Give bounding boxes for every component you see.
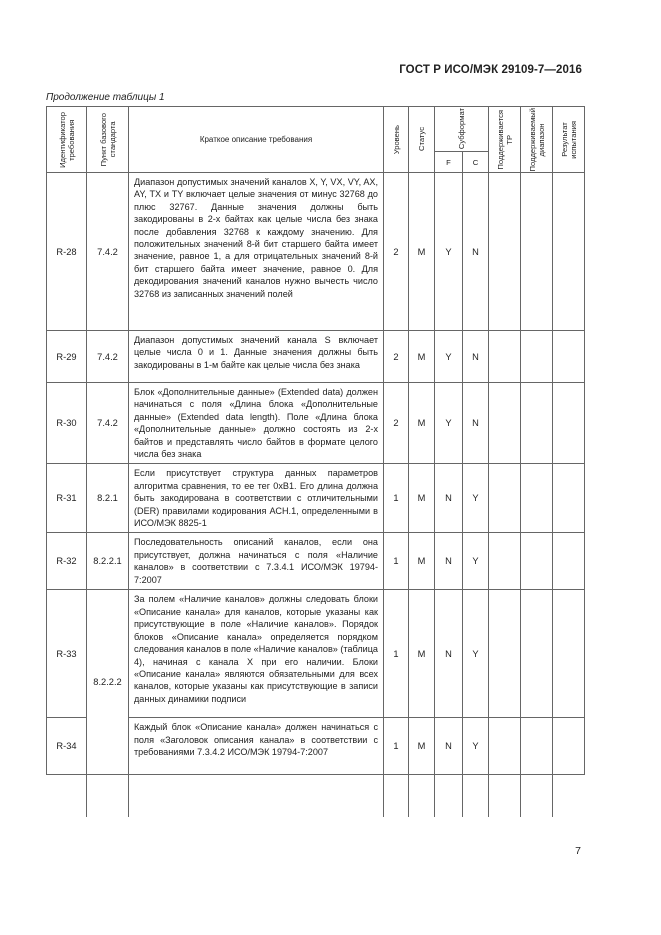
req-id: R-30 [47, 383, 87, 464]
table-row [47, 383, 585, 464]
req-c: N [463, 173, 489, 331]
table-row [47, 331, 585, 383]
page-number: 7 [575, 845, 581, 857]
req-description: За полем «Наличие каналов» должны следовать блоки «Описание канала» для каналов, которые указаны как присутствующие в поле «Наличие каналов». Порядок блоков «Описание канала» определяется порядком следования каналов в поле «Наличие каналов» (таблица 4), начиная с канала X при его наличии. Блоки «Описание канала» являются обязательными для всех каналов, которые указаны как присутствующие в записи данных динамики подписи [129, 590, 384, 718]
req-description: Последовательность описаний каналов, если она присутствует, должна начинаться с поля «Наличие каналов» в соответствии с 7.3.4.1 ИСО/МЭК 19794-7:2007 [129, 533, 384, 590]
req-level: 1 [384, 590, 409, 718]
req-clause: 7.4.2 [87, 331, 129, 383]
req-c: Y [463, 718, 489, 775]
req-id: R-34 [47, 718, 87, 775]
req-level: 2 [384, 173, 409, 331]
req-id: R-31 [47, 464, 87, 533]
table-caption: Продолжение таблицы 1 [46, 92, 165, 103]
req-id: R-33 [47, 590, 87, 718]
header-status: Статус [409, 107, 435, 173]
req-result [553, 590, 585, 718]
req-f: N [435, 718, 463, 775]
req-range [521, 590, 553, 718]
req-range [521, 718, 553, 775]
req-f: N [435, 590, 463, 718]
document-header: ГОСТ Р ИСО/МЭК 29109-7—2016 [399, 64, 582, 76]
req-clause: 8.2.2.2 [87, 590, 129, 775]
req-status: M [409, 590, 435, 718]
req-clause: 7.4.2 [87, 173, 129, 331]
header-f: F [435, 152, 463, 173]
header-description: Краткое описание требования [129, 107, 384, 173]
req-level: 2 [384, 331, 409, 383]
table-row-empty [47, 775, 585, 817]
requirements-table [46, 106, 585, 817]
req-c: N [463, 383, 489, 464]
header-level: Уровень [384, 107, 409, 173]
req-result [553, 173, 585, 331]
req-level: 1 [384, 533, 409, 590]
req-clause: 8.2.1 [87, 464, 129, 533]
req-description: Если присутствует структура данных параметров алгоритма сравнения, то ее тег 0xB1. Его длина должна быть закодирована в соответствии с отличительными (DER) правилами кодирования АСН.1, определенными в ИСО/МЭК 8825-1 [129, 464, 384, 533]
req-result [553, 464, 585, 533]
req-id: R-29 [47, 331, 87, 383]
req-range [521, 464, 553, 533]
req-range [521, 173, 553, 331]
req-f: Y [435, 383, 463, 464]
req-c: Y [463, 464, 489, 533]
req-supported [489, 464, 521, 533]
header-clause: Пункт базового стандарта [87, 107, 129, 173]
req-c: Y [463, 533, 489, 590]
req-supported [489, 331, 521, 383]
table-row [47, 464, 585, 533]
req-f: N [435, 464, 463, 533]
header-supported: Поддерживается ТР [489, 107, 521, 173]
req-c: N [463, 331, 489, 383]
req-clause: 8.2.2.1 [87, 533, 129, 590]
table-row [47, 590, 585, 718]
req-range [521, 383, 553, 464]
req-level: 1 [384, 464, 409, 533]
header-range: Поддерживаемый диапазон [521, 107, 553, 173]
header-c: C [463, 152, 489, 173]
req-level: 2 [384, 383, 409, 464]
req-status: M [409, 464, 435, 533]
req-id: R-32 [47, 533, 87, 590]
req-range [521, 331, 553, 383]
req-status: M [409, 383, 435, 464]
header-subformat: Субформат [435, 107, 489, 152]
req-result [553, 533, 585, 590]
req-f: Y [435, 331, 463, 383]
req-clause: 7.4.2 [87, 383, 129, 464]
req-supported [489, 718, 521, 775]
req-status: M [409, 718, 435, 775]
req-description: Блок «Дополнительные данные» (Extended data) должен начинаться с поля «Длина блока «Дополнительные данные» (Extended data length). Поле «Длина блока «Дополнительные данные» должно состоять из 2-х байтов и представлять число байтов в формате целого числа без знака [129, 383, 384, 464]
table-row [47, 173, 585, 331]
req-range [521, 533, 553, 590]
req-result [553, 331, 585, 383]
header-result: Результат испытания [553, 107, 585, 173]
req-result [553, 718, 585, 775]
req-status: M [409, 533, 435, 590]
req-description: Каждый блок «Описание канала» должен начинаться с поля «Заголовок описания канала» в соответствии с требованиями 7.3.4.2 ИСО/МЭК 19794-7:2007 [129, 718, 384, 775]
req-result [553, 383, 585, 464]
req-status: M [409, 331, 435, 383]
req-supported [489, 173, 521, 331]
table-row [47, 533, 585, 590]
req-supported [489, 590, 521, 718]
req-level: 1 [384, 718, 409, 775]
req-supported [489, 533, 521, 590]
req-id: R-28 [47, 173, 87, 331]
req-c: Y [463, 590, 489, 718]
req-description: Диапазон допустимых значений канала S включает целые числа 0 и 1. Данные значения должны быть закодированы в 1-м байте как целые числа без знака [129, 331, 384, 383]
req-f: Y [435, 173, 463, 331]
req-supported [489, 383, 521, 464]
req-f: N [435, 533, 463, 590]
req-status: M [409, 173, 435, 331]
req-description: Диапазон допустимых значений каналов X, Y, VX, VY, AX, AY, TX и TY включает целые значения от минус 32768 до плюс 32767. Данные значения должны быть закодированы в 2-х байтах как целые числа без знака после добавления 32768 к каждому значению. Для положительных значений 8-й бит старшего байта имеет значение, равное 1, а для отрицательных значений 8-й бит старшего байта имеет значение, равное 0. Для декодирования значений каналов нужно вычесть число 32768 из записанных значений полей [129, 173, 384, 331]
header-id: Идентификатор требования [47, 107, 87, 173]
